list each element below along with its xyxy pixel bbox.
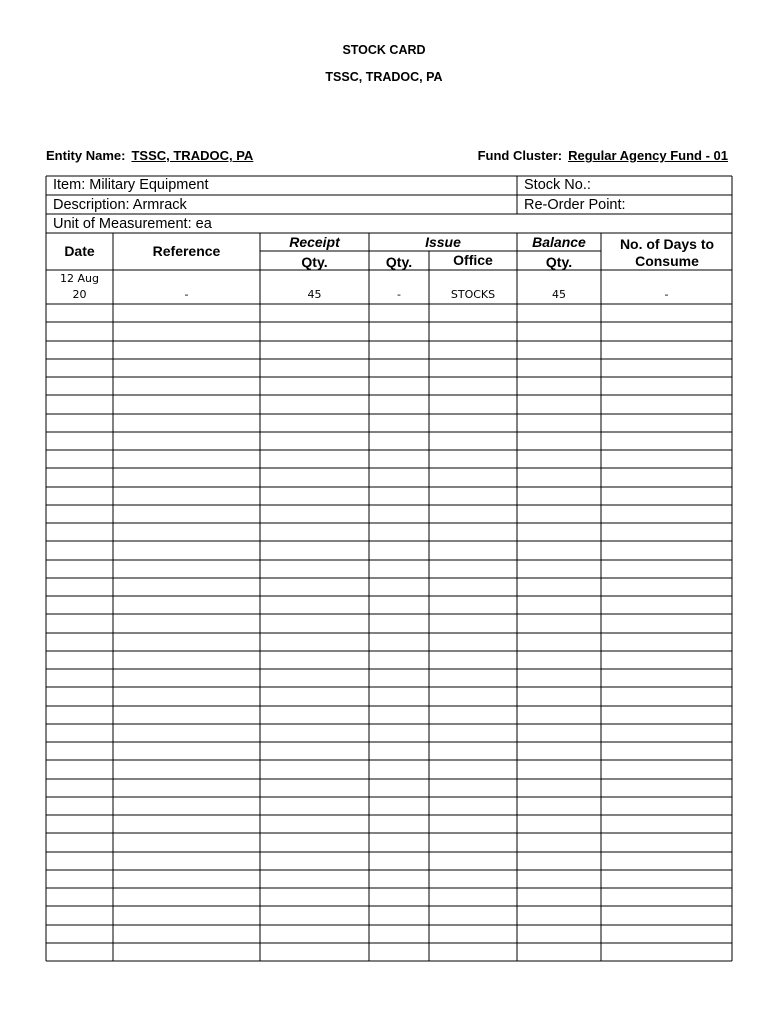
row-receipt-qty: 45 [307,288,322,301]
entity-name-label: Entity Name: [46,148,126,163]
item-field: Item: Military Equipment [53,177,209,193]
col-date: Date [64,243,95,259]
fund-cluster-value: Regular Agency Fund - 01 [568,148,728,163]
row-date-line1: 12 Aug [60,272,99,285]
row-issue-office: STOCKS [450,288,496,301]
col-issue-office: Office [453,252,493,268]
row-issue-qty: - [397,288,401,301]
row-reference: - [184,288,189,301]
form-title: STOCK CARD [342,43,426,57]
col-reference: Reference [152,243,221,259]
reorder-point-field: Re-Order Point: [524,197,626,213]
row-balance-qty: 45 [552,288,566,301]
col-days-to-consume: No. of Days to Consume [619,236,715,269]
col-issue-qty: Qty. [385,254,413,270]
entity-name-value: TSSC, TRADOC, PA [131,148,254,163]
form-subtitle: TSSC, TRADOC, PA [325,70,443,84]
fund-cluster-label: Fund Cluster: [477,148,563,163]
col-balance: Balance [532,234,586,250]
col-issue: Issue [425,234,461,250]
description-field: Description: Armrack [53,197,187,213]
col-receipt-qty: Qty. [301,254,328,270]
col-balance-qty: Qty. [545,254,573,270]
col-receipt: Receipt [289,234,340,250]
stock-no-field: Stock No.: [524,177,591,193]
row-days-to-consume: - [664,288,669,301]
row-date-line2: 20 [72,288,87,301]
unit-of-measurement-field: Unit of Measurement: ea [53,216,212,232]
